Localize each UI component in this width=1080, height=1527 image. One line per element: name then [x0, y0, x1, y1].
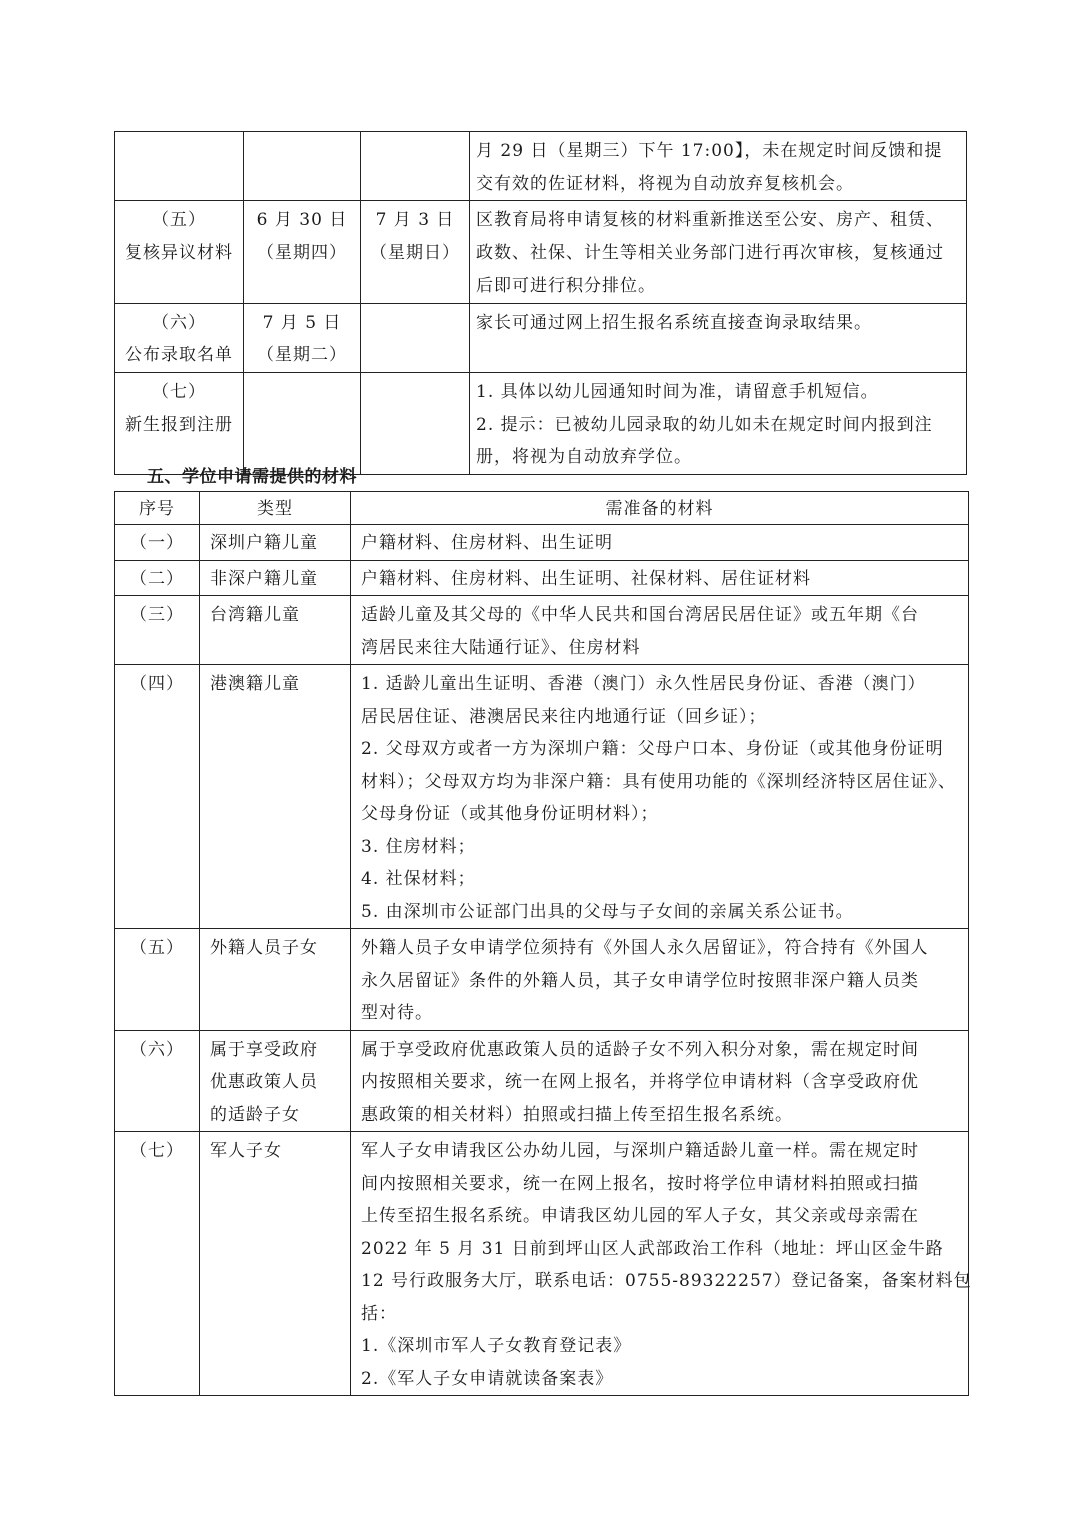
table-row	[115, 596, 969, 665]
content-cell	[470, 132, 967, 201]
text-line: 非深户籍儿童	[210, 568, 318, 589]
type-cell	[200, 1030, 351, 1132]
text-line: 7 月 5 日	[262, 312, 342, 333]
text-line: 间内按照相关要求，统一在网上报名，按时将学位申请材料拍照或扫描	[361, 1173, 919, 1194]
text-line: 居民居住证、港澳居民来往内地通行证（回乡证）；	[361, 706, 767, 727]
text-line: 2. 提示：已被幼儿园录取的幼儿如未在规定时间内报到注	[476, 414, 933, 435]
text-line: 公布录取名单	[125, 345, 233, 366]
table-header-row	[115, 492, 969, 525]
text-line: 新生报到注册	[125, 414, 233, 435]
text-line: 2.《军人子女申请就读备案表》	[361, 1368, 614, 1389]
table-row	[115, 303, 967, 372]
text-line: （星期日）	[370, 243, 460, 264]
text-line: 父母身份证（或其他身份证明材料）；	[361, 804, 659, 824]
text-line: 1.《深圳市军人子女教育登记表》	[361, 1336, 632, 1356]
text-line: 7 月 3 日	[375, 210, 455, 231]
materials-cell	[351, 929, 969, 1031]
text-line: 册，将视为自动放弃学位。	[476, 447, 692, 468]
row-number: （四）	[115, 665, 200, 929]
column-header: 需准备的材料	[351, 492, 969, 525]
text-line: 政数、社保、计生等相关业务部门进行再次审核，复核通过	[476, 243, 944, 264]
type-cell	[200, 1132, 351, 1396]
text-line: 家长可通过网上招生报名系统直接查询录取结果。	[476, 312, 872, 333]
end-date-cell	[361, 303, 470, 372]
text-line: 3. 住房材料；	[361, 836, 476, 857]
text-line: 军人子女	[210, 1141, 282, 1161]
table-row	[115, 1132, 969, 1396]
materials-cell	[351, 665, 969, 929]
text-line: 5. 由深圳市公证部门出具的父母与子女间的亲属关系公证书。	[361, 901, 854, 922]
text-line: （七）	[152, 381, 206, 402]
text-line: 2. 父母双方或者一方为深圳户籍：父母户口本、身份证（或其他身份证明	[361, 739, 944, 759]
type-cell	[200, 929, 351, 1031]
materials-cell	[351, 1030, 969, 1132]
type-cell	[200, 525, 351, 561]
stage-cell	[115, 132, 244, 201]
text-line: 户籍材料、住房材料、出生证明、社保材料、居住证材料	[361, 568, 811, 589]
text-line: 复核异议材料	[125, 243, 233, 264]
row-number: （三）	[115, 596, 200, 665]
start-date-cell	[244, 303, 361, 372]
text-line: 台湾籍儿童	[210, 605, 300, 625]
materials-cell	[351, 1132, 972, 1396]
text-line: 括：	[361, 1303, 397, 1324]
text-line: 交有效的佐证材料，将视为自动放弃复核机会。	[476, 173, 854, 194]
row-number: （一）	[115, 525, 200, 561]
table-row	[115, 201, 967, 303]
materials-cell	[351, 525, 969, 561]
table-row	[115, 132, 967, 201]
text-line: 后即可进行积分排位。	[476, 275, 656, 296]
schedule-table	[114, 131, 967, 475]
text-line: 湾居民来往大陆通行证》、住房材料	[361, 637, 641, 658]
start-date-cell	[244, 132, 361, 201]
stage-cell	[115, 303, 244, 372]
text-line: 的适龄子女	[210, 1104, 300, 1125]
column-header: 类型	[200, 492, 351, 525]
text-line: 优惠政策人员	[210, 1072, 318, 1092]
start-date-cell	[244, 372, 361, 474]
type-cell	[200, 596, 351, 665]
end-date-cell	[361, 201, 470, 303]
table-row	[115, 560, 969, 596]
end-date-cell	[361, 132, 470, 201]
end-date-cell	[361, 372, 470, 474]
text-line: 12 号行政服务大厅，联系电话：0755-89322257）登记备案，备案材料包	[361, 1271, 972, 1291]
text-line: 户籍材料、住房材料、出生证明	[361, 533, 613, 553]
text-line: 深圳户籍儿童	[210, 533, 318, 553]
row-number: （二）	[115, 560, 200, 596]
text-line: （星期四）	[257, 243, 347, 264]
column-header: 序号	[115, 492, 200, 525]
type-cell	[200, 665, 351, 929]
table-row	[115, 525, 969, 561]
text-line: （五）	[152, 210, 206, 231]
text-line: 永久居留证》条件的外籍人员，其子女申请学位时按照非深户籍人员类	[361, 970, 919, 991]
text-line: 6 月 30 日	[256, 210, 348, 231]
table-row	[115, 665, 969, 929]
content-cell	[470, 201, 967, 303]
text-line: 2022 年 5 月 31 日前到坪山区人武部政治工作科（地址：坪山区金牛路	[361, 1238, 944, 1259]
row-number: （六）	[115, 1030, 200, 1132]
text-line: 4. 社保材料；	[361, 869, 476, 889]
table-row	[115, 929, 969, 1031]
table-row	[115, 1030, 969, 1132]
text-line: 月 29 日（星期三）下午 17:00】，未在规定时间反馈和提	[476, 141, 943, 161]
text-line: 内按照相关要求，统一在网上报名，并将学位申请材料（含享受政府优	[361, 1072, 919, 1092]
text-line: 1. 具体以幼儿园通知时间为准，请留意手机短信。	[476, 381, 879, 402]
materials-table	[114, 491, 972, 1396]
text-line: 军人子女申请我区公办幼儿园，与深圳户籍适龄儿童一样。需在规定时	[361, 1141, 919, 1161]
text-line: 惠政策的相关材料）拍照或扫描上传至招生报名系统。	[361, 1104, 793, 1125]
row-number: （五）	[115, 929, 200, 1031]
text-line: 材料）；父母双方均为非深户籍：具有使用功能的《深圳经济特区居住证》、	[361, 771, 956, 792]
text-line: 上传至招生报名系统。申请我区幼儿园的军人子女，其父亲或母亲需在	[361, 1206, 919, 1226]
text-line: 区教育局将申请复核的材料重新推送至公安、房产、租赁、	[476, 210, 944, 231]
text-line: 型对待。	[361, 1003, 433, 1023]
stage-cell	[115, 372, 244, 474]
text-line: 适龄儿童及其父母的《中华人民共和国台湾居民居住证》或五年期《台	[361, 605, 919, 625]
start-date-cell	[244, 201, 361, 303]
table-row	[115, 372, 967, 474]
content-cell	[470, 372, 967, 474]
section-title: 五、学位申请需提供的材料	[147, 467, 357, 487]
materials-cell	[351, 560, 969, 596]
content-cell	[470, 303, 967, 372]
text-line: （六）	[152, 312, 206, 333]
row-number: （七）	[115, 1132, 200, 1396]
materials-cell	[351, 596, 969, 665]
type-cell	[200, 560, 351, 596]
text-line: 外籍人员子女	[210, 938, 318, 958]
text-line: 1. 适龄儿童出生证明、香港（澳门）永久性居民身份证、香港（澳门）	[361, 674, 926, 694]
stage-cell	[115, 201, 244, 303]
text-line: 属于享受政府	[210, 1039, 318, 1060]
text-line: 港澳籍儿童	[210, 674, 300, 694]
text-line: 外籍人员子女申请学位须持有《外国人永久居留证》，符合持有《外国人	[361, 938, 929, 958]
text-line: （星期二）	[257, 345, 347, 366]
text-line: 属于享受政府优惠政策人员的适龄子女不列入积分对象，需在规定时间	[361, 1039, 919, 1060]
